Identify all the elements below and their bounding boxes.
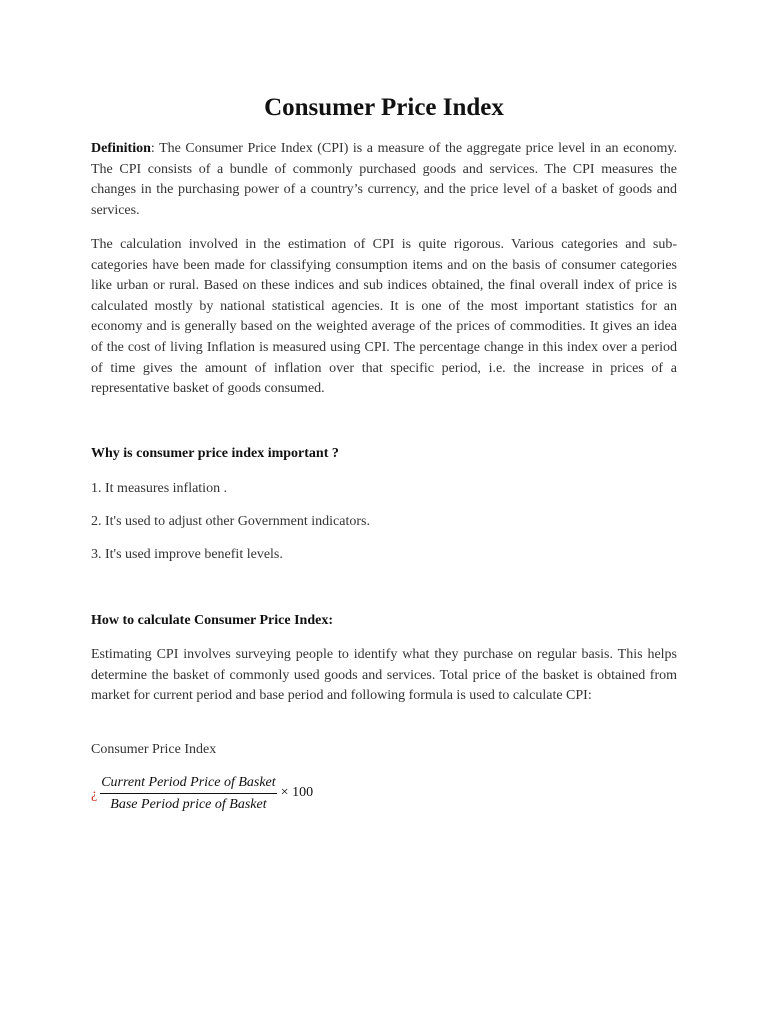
how-to-paragraph: Estimating CPI involves surveying people to identify what they purchase on regular basis. This helps determine the basket of commonly used goods and services. Total price of the basket is obtained from market for current period and base period and following formula is used to calculate CPI: (91, 647, 677, 704)
importance-heading: Why is consumer price index important ? (91, 446, 339, 461)
formula-fraction (100, 774, 276, 813)
definition-paragraph (91, 139, 677, 221)
list-item: 1. It measures inflation . (91, 481, 228, 496)
formula-denominator: Base Period price of Basket (110, 796, 267, 812)
definition-text: : The Consumer Price Index (CPI) is a measure of the aggregate price level in an economy. The CPI consists of a bundle of commonly purchased goods and services. The CPI measures the changes in the purchasing power of a country’s currency, and the price level of a basket of goods and services. (91, 141, 677, 218)
formula-multiplier: × 100 (280, 785, 314, 800)
formula-numerator: Current Period Price of Basket (101, 774, 276, 790)
page-title: Consumer Price Index (264, 94, 504, 121)
formula-label: Consumer Price Index (91, 742, 217, 757)
missing-glyph: ¿ (91, 787, 98, 802)
cpi-formula (91, 773, 313, 813)
list-item: 2. It's used to adjust other Government indicators. (91, 514, 370, 529)
calculation-paragraph: The calculation involved in the estimation of CPI is quite rigorous. Various categories and sub-categories have been made for classifying consumption items and on the basis of consumer categories like urban or rural. Based on these indices and sub indices obtained, the final overall index of price is calculated mostly by national statistical agencies. It is one of the most important statistics for an economy and is generally based on the weighted average of the prices of commodities. It gives an idea of the cost of living Inflation is measured using CPI. The percentage change in this index over a period of time gives the amount of inflation over that specific period, i.e. the increase in prices of a representative basket of goods consumed. (91, 237, 677, 397)
list-item: 3. It's used improve benefit levels. (91, 547, 283, 562)
how-to-heading: How to calculate Consumer Price Index: (91, 613, 333, 628)
definition-label: Definition (91, 141, 151, 156)
